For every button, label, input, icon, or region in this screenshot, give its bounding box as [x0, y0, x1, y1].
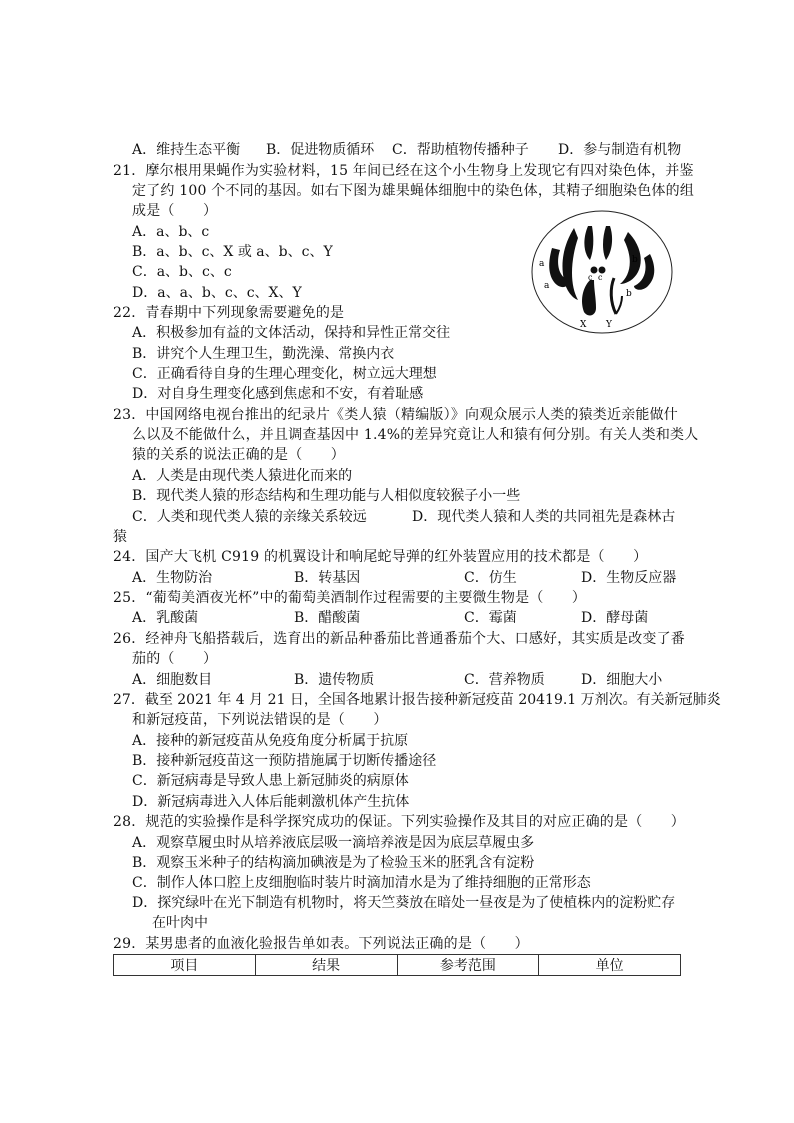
q28-option-d[interactable]: D．探究绿叶在光下制造有机物时，将天竺葵放在暗处一昼夜是为了使植株内的淀粉贮存 — [132, 895, 676, 911]
q26-stem-line2: 茄的（ ） — [132, 651, 218, 667]
q21-stem-line3: 成是（ ） — [132, 203, 218, 219]
q23-option-b[interactable]: B．现代类人猿的形态结构和生理功能与人相似度较猴子小一些 — [132, 488, 521, 504]
q25-option-c[interactable]: C．霉菌 — [464, 610, 517, 626]
q27-option-d[interactable]: D．新冠病毒进入人体后能刺激机体产生抗体 — [132, 794, 410, 810]
q26-stem-line1: 26．经神舟飞船搭载后，选育出的新品种番茄比普通番茄个大、口感好，其实质是改变了番 — [113, 631, 686, 647]
q26-option-b[interactable]: B．遗传物质 — [294, 672, 375, 688]
chromosome-label-c2: c — [598, 273, 603, 282]
q23-option-d[interactable]: D．现代类人猿和人类的共同祖先是森林古 — [412, 509, 676, 525]
table-header-unit: 单位 — [539, 955, 681, 976]
chromosome-label-a1: a — [539, 259, 545, 269]
q25-stem: 25．“葡萄美酒夜光杯”中的葡萄美酒制作过程需要的主要微生物是（ ） — [113, 590, 587, 606]
q28-option-c[interactable]: C．制作人体口腔上皮细胞临时装片时滴加清水是为了维持细胞的正常形态 — [132, 875, 591, 891]
q25-option-a[interactable]: A．乳酸菌 — [132, 610, 199, 626]
chromosome-label-a2: a — [544, 281, 550, 291]
q27-stem-line1: 27．截至 2021 年 4 月 21 日，全国各地累计报告接种新冠疫苗 20419.1 万剂次。有关新冠肺炎 — [113, 692, 721, 708]
q23-stem-line1: 23．中国网络电视台推出的纪录片《类人猿（精编版）》向观众展示人类的猿类近亲能做什 — [113, 407, 679, 423]
q28-stem: 28．规范的实验操作是科学探究成功的保证。下列实验操作及其目的对应正确的是（ ） — [113, 814, 686, 830]
q27-option-a[interactable]: A．接种的新冠疫苗从免疫角度分析属于抗原 — [132, 733, 409, 749]
q22-option-a[interactable]: A．积极参加有益的文体活动，保持和异性正常交往 — [132, 325, 451, 341]
q22-option-b[interactable]: B．讲究个人生理卫生，勤洗澡、常换内衣 — [132, 346, 395, 362]
chromosome-label-y: Y — [606, 320, 612, 330]
table-header-result: 结果 — [255, 955, 397, 976]
q23-stem-line2: 么以及不能做什么，并且调查基因中 1.4%的差异究竟让人和猿有何分别。有关人类和类人 — [132, 427, 699, 443]
q24-stem: 24．国产大飞机 C919 的机翼设计和响尾蛇导弹的红外装置应用的技术都是（ ） — [113, 549, 648, 565]
q22-option-c[interactable]: C．正确看待自身的生理心理变化，树立远大理想 — [132, 366, 437, 382]
q28-option-d-continued: 在叶肉中 — [152, 915, 208, 931]
chromosome-label-c1: c — [588, 273, 593, 282]
q23-stem-line3: 猿的关系的说法正确的是（ ） — [132, 447, 345, 463]
q27-stem-line2: 和新冠疫苗，下列说法错误的是（ ） — [132, 712, 388, 728]
q26-option-d[interactable]: D．细胞大小 — [581, 672, 663, 688]
q22-option-d[interactable]: D．对自身生理变化感到焦虑和不安，有着耻感 — [132, 386, 424, 402]
q21-option-c[interactable]: C．a、b、c、c — [132, 264, 232, 280]
q27-option-b[interactable]: B．接种新冠疫苗这一预防措施属于切断传播途径 — [132, 753, 437, 769]
q27-option-c[interactable]: C．新冠病毒是导致人患上新冠肺炎的病原体 — [132, 773, 409, 789]
chromosome-label-b1: b — [632, 255, 638, 265]
table-header-reference-range: 参考范围 — [397, 955, 539, 976]
q25-option-b[interactable]: B．醋酸菌 — [294, 610, 361, 626]
table-header-row — [114, 955, 681, 976]
fruit-fly-chromosome-figure — [530, 210, 674, 338]
q24-option-a[interactable]: A．生物防治 — [132, 570, 213, 586]
q24-option-d[interactable]: D．生物反应器 — [581, 570, 677, 586]
q28-option-a[interactable]: A．观察草履虫时从培养液底层吸一滴培养液是因为底层草履虫多 — [132, 835, 535, 851]
chromosome-label-b2: b — [626, 289, 632, 299]
q28-option-b[interactable]: B．观察玉米种子的结构滴加碘液是为了检验玉米的胚乳含有淀粉 — [132, 855, 535, 871]
q23-option-a[interactable]: A．人类是由现代类人猿进化而来的 — [132, 468, 353, 484]
q21-stem-line2: 定了约 100 个不同的基因。如右下图为雄果蝇体细胞中的染色体，其精子细胞染色体的组 — [132, 183, 695, 199]
q21-stem-line1: 21．摩尔根用果蝇作为实验材料，15 年间已经在这个小生物身上发现它有四对染色体，并鉴 — [113, 163, 694, 179]
chromosome-label-x: X — [580, 320, 587, 330]
q21-option-b[interactable]: B．a、b、c、X 或 a、b、c、Y — [132, 244, 333, 260]
blood-report-table — [113, 954, 681, 976]
q20-option-a[interactable]: A．维持生态平衡 — [132, 142, 241, 158]
q21-option-a[interactable]: A．a、b、c — [132, 224, 210, 240]
q20-option-b[interactable]: B．促进物质循环 — [266, 142, 375, 158]
q21-option-d[interactable]: D．a、a、b、c、c、X、Y — [132, 285, 302, 301]
q29-stem: 29．某男患者的血液化验报告单如表。下列说法正确的是（ ） — [113, 936, 529, 952]
q23-option-d-continued: 猿 — [113, 529, 127, 545]
q26-option-a[interactable]: A．细胞数目 — [132, 672, 213, 688]
q24-option-b[interactable]: B．转基因 — [294, 570, 361, 586]
q26-option-c[interactable]: C．营养物质 — [464, 672, 545, 688]
q22-stem: 22．青春期中下列现象需要避免的是 — [113, 305, 345, 321]
q23-option-c[interactable]: C．人类和现代类人猿的亲缘关系较远 — [132, 509, 367, 525]
q25-option-d[interactable]: D．酵母菌 — [581, 610, 649, 626]
q20-option-c[interactable]: C．帮助植物传播种子 — [392, 142, 529, 158]
q24-option-c[interactable]: C．仿生 — [464, 570, 517, 586]
q20-option-d[interactable]: D．参与制造有机物 — [558, 142, 682, 158]
table-header-item: 项目 — [114, 955, 256, 976]
